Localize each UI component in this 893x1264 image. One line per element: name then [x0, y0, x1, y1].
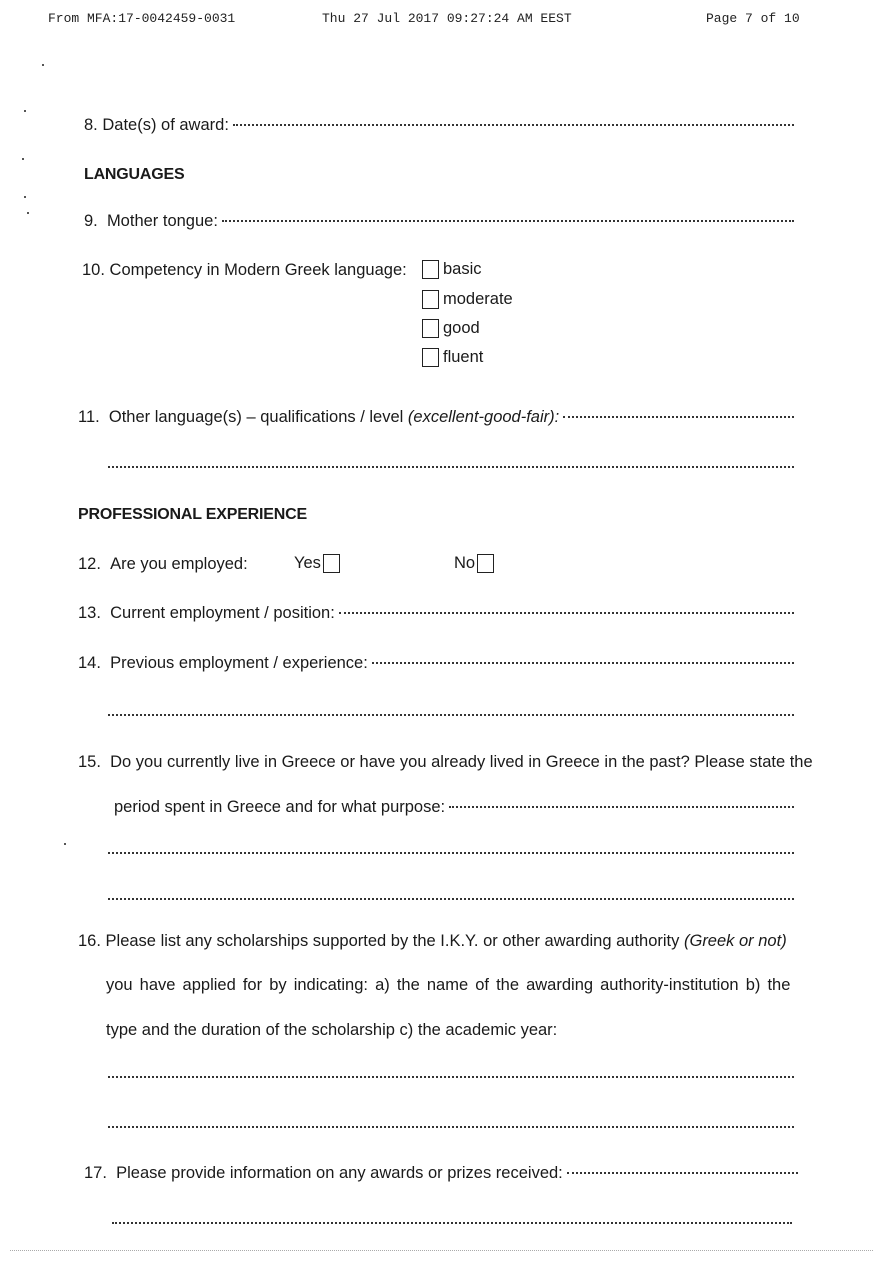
q10-greek-competency: [82, 261, 407, 280]
q15-answer-line-2[interactable]: [108, 852, 794, 854]
q8-number: 8.: [84, 116, 98, 134]
q11-answer-line[interactable]: [563, 416, 794, 418]
q15-answer-line[interactable]: [449, 806, 794, 808]
q17-number: 17.: [84, 1164, 107, 1182]
checkbox-fluent[interactable]: [422, 348, 439, 367]
q16-text-3: type and the duration of the scholarship c) the academic year:: [106, 1021, 558, 1039]
option-label: fluent: [443, 348, 484, 366]
q10-option-good[interactable]: [422, 319, 480, 338]
q12-option-yes[interactable]: [294, 554, 340, 573]
q17-answer-line-2[interactable]: [112, 1222, 792, 1224]
q15-answer-line-3[interactable]: [108, 898, 794, 900]
scan-speck: [27, 212, 29, 214]
q8-answer-line[interactable]: [233, 124, 794, 126]
scan-speck: [64, 843, 66, 845]
q11-number: 11.: [78, 408, 100, 426]
q17-awards[interactable]: [84, 1164, 798, 1183]
q14-answer-line[interactable]: [372, 662, 794, 664]
checkbox-moderate[interactable]: [422, 290, 439, 309]
no-label: No: [454, 554, 476, 572]
section-languages-heading: LANGUAGES: [84, 166, 185, 183]
q8-date-of-award[interactable]: [84, 116, 794, 135]
q15-line-1: [78, 753, 813, 772]
scan-artifact-line: [10, 1250, 873, 1251]
section-professional-heading: PROFESSIONAL EXPERIENCE: [78, 506, 307, 523]
option-label: basic: [443, 260, 482, 278]
fax-sender: From MFA:17-0042459-0031: [48, 11, 236, 26]
q16-text-1: Please list any scholarships supported by the I.K.Y. or other awarding authority: [105, 932, 680, 950]
q11-other-languages[interactable]: [78, 408, 794, 427]
q15-text-1: Do you currently live in Greece or have you already lived in Greece in the past? Please state the: [110, 753, 813, 771]
scan-speck: [42, 64, 44, 66]
q10-label: Competency in Modern Greek language:: [109, 261, 407, 279]
q9-mother-tongue[interactable]: [84, 212, 794, 231]
q12-label: Are you employed:: [110, 555, 248, 573]
q10-option-basic[interactable]: [422, 260, 482, 279]
q17-answer-line[interactable]: [567, 1172, 798, 1174]
q16-answer-line-1[interactable]: [108, 1076, 794, 1078]
q13-label: Current employment / position:: [110, 604, 335, 622]
q14-number: 14.: [78, 654, 101, 672]
checkbox-no[interactable]: [477, 554, 494, 573]
q12-number: 12.: [78, 555, 101, 573]
q15-greece-residence[interactable]: [114, 798, 794, 817]
q11-label: Other language(s) – qualifications / level: [108, 408, 404, 426]
scan-speck: [22, 158, 24, 160]
checkbox-good[interactable]: [422, 319, 439, 338]
q9-label: Mother tongue:: [106, 212, 218, 230]
q16-answer-line-2[interactable]: [108, 1126, 794, 1128]
checkbox-yes[interactable]: [323, 554, 340, 573]
q15-number: 15.: [78, 753, 101, 771]
scan-speck: [24, 196, 26, 198]
option-label: moderate: [443, 290, 513, 308]
q13-number: 13.: [78, 604, 101, 622]
checkbox-basic[interactable]: [422, 260, 439, 279]
q9-number: 9.: [84, 212, 98, 230]
q13-answer-line[interactable]: [339, 612, 794, 614]
q13-current-employment[interactable]: [78, 604, 794, 623]
fax-page-number: Page 7 of 10: [706, 11, 800, 26]
yes-label: Yes: [294, 554, 321, 572]
q16-number: 16.: [78, 932, 101, 950]
q12-employed: [78, 555, 248, 574]
q14-previous-employment[interactable]: [78, 654, 794, 673]
fax-datetime: Thu 27 Jul 2017 09:27:24 AM EEST: [322, 11, 572, 26]
option-label: good: [443, 319, 480, 337]
q16-text-2: you have applied for by indicating: a) the name of the awarding authority-institution b) the: [106, 976, 791, 994]
q15-text-2: period spent in Greece and for what purpose:: [114, 798, 446, 816]
q9-answer-line[interactable]: [222, 220, 794, 222]
q12-option-no[interactable]: [454, 554, 494, 573]
q10-option-fluent[interactable]: [422, 348, 483, 367]
q14-label: Previous employment / experience:: [110, 654, 368, 672]
q10-number: 10.: [82, 261, 105, 279]
q14-answer-line-2[interactable]: [108, 714, 794, 716]
q11-level-hint: (excellent-good-fair):: [407, 408, 560, 426]
q17-label: Please provide information on any awards or prizes received:: [116, 1164, 563, 1182]
q16-hint: (Greek or not): [683, 932, 787, 950]
q11-answer-line-2[interactable]: [108, 466, 794, 468]
q10-option-moderate[interactable]: [422, 290, 513, 309]
q16-line-1: [78, 932, 787, 951]
scan-speck: [24, 110, 26, 112]
q8-label: Date(s) of award:: [102, 116, 229, 134]
